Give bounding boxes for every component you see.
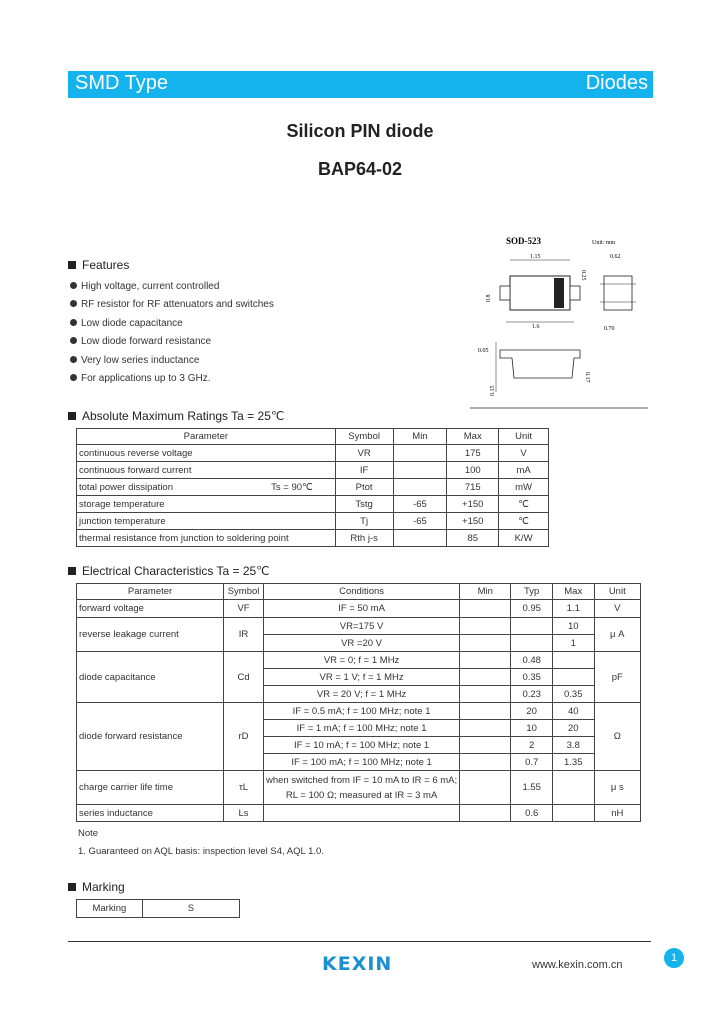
table-row: storage temperature Tstg -65 +150 ℃: [77, 496, 549, 513]
table-row: Marking S: [77, 900, 240, 918]
table-row: diode forward resistance rD IF = 0.5 mA; f = 100 MHz; note 1 20 40 Ω: [77, 703, 641, 720]
header-left: SMD Type: [75, 72, 168, 94]
table-header-row: Parameter Symbol Conditions Min Typ Max Unit: [77, 584, 641, 600]
dim-c: 0.62: [610, 254, 621, 260]
features-heading: Features: [68, 258, 129, 272]
table-row: continuous forward current IF 100 mA: [77, 462, 549, 479]
table-row: forward voltage VF IF = 50 mA 0.95 1.1 V: [77, 600, 641, 618]
abs-heading: Absolute Maximum Ratings Ta = 25℃: [68, 409, 284, 423]
table-row: series inductance Ls 0.6 nH: [77, 805, 641, 822]
dim-g: 0.15: [490, 385, 496, 396]
package-name: SOD-523: [506, 236, 542, 246]
product-title: Silicon PIN diode: [286, 121, 434, 141]
package-drawing: [470, 232, 652, 410]
list-item: RF resistor for RF attenuators and switches: [70, 296, 274, 314]
features-list: [70, 278, 274, 388]
page-number: 1: [664, 948, 684, 968]
dim-e: 1.6: [532, 324, 540, 330]
elec-heading: Electrical Characteristics Ta = 25℃: [68, 564, 270, 578]
table-row: total power dissipation Ts = 90℃ Ptot 715 mW: [77, 479, 549, 496]
table-header-row: Parameter Symbol Min Max Unit: [77, 429, 549, 445]
note-text: 1. Guaranteed on AQL basis: inspection level S4, AQL 1.0.: [78, 846, 324, 857]
list-item: For applications up to 3 GHz.: [70, 370, 274, 388]
list-item: Very low series inductance: [70, 352, 274, 370]
note-label: Note: [78, 828, 99, 839]
dim-f: 0.70: [604, 326, 615, 332]
brand-logo: KEXIN: [322, 953, 393, 975]
dim-d: 0.8: [486, 294, 492, 302]
list-item: High voltage, current controlled: [70, 278, 274, 296]
table-row: charge carrier life time τL when switched from IF = 10 mA to IR = 6 mA; RL = 100 Ω; measured at IR = 3 mA 1.55 μ s: [77, 771, 641, 805]
table-row: thermal resistance from junction to soldering point Rth j-s 85 K/W: [77, 530, 549, 547]
website-link[interactable]: www.kexin.com.cn: [532, 959, 623, 971]
table-row: junction temperature Tj -65 +150 ℃: [77, 513, 549, 530]
table-row: VR =20 V 1: [77, 635, 641, 652]
header-right: Diodes: [585, 72, 648, 94]
abs-table: [76, 428, 549, 547]
marking-table: [76, 899, 240, 918]
table-row: continuous reverse voltage VR 175 V: [77, 445, 549, 462]
dim-i: 0.05: [478, 348, 489, 354]
table-row: VR = 20 V; f = 1 MHz 0.23 0.35: [77, 686, 641, 703]
dim-b: 0.25: [580, 270, 586, 281]
dim-a: 1.15: [530, 254, 541, 260]
list-item: Low diode forward resistance: [70, 333, 274, 351]
marking-heading: Marking: [68, 880, 125, 894]
elec-table: [76, 583, 641, 822]
table-row: VR = 1 V; f = 1 MHz 0.35: [77, 669, 641, 686]
dim-h: 0.17: [584, 372, 590, 383]
header-bar: [68, 71, 653, 98]
package-unit: Unit: mm: [592, 240, 616, 246]
table-row: IF = 1 mA; f = 100 MHz; note 1 10 20: [77, 720, 641, 737]
table-row: IF = 10 mA; f = 100 MHz; note 1 2 3.8: [77, 737, 641, 754]
table-row: reverse leakage current IR VR=175 V 10 μ A: [77, 618, 641, 635]
part-number: BAP64-02: [317, 159, 403, 179]
table-row: diode capacitance Cd VR = 0; f = 1 MHz 0.48 pF: [77, 652, 641, 669]
table-row: IF = 100 mA; f = 100 MHz; note 1 0.7 1.35: [77, 754, 641, 771]
footer-divider: [68, 941, 651, 942]
list-item: Low diode capacitance: [70, 315, 274, 333]
